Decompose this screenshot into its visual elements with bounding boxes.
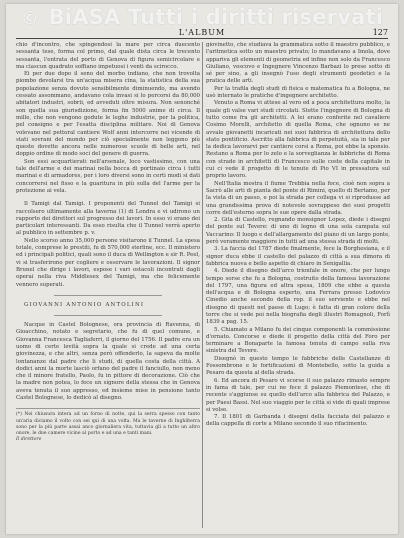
biography-title: GIOVANNI ANTONIO ANTOLINI	[24, 301, 145, 308]
scan-speck	[36, 124, 38, 126]
footnote-signature: Il direttore	[16, 437, 42, 443]
column-divider	[202, 42, 203, 528]
footnote-text: (*) Nei chiusura intera ad un forno di notte, qui la serra spesso con tanto un'aria diciamo il volto con sei qui di una volta. Ma le taverne di Inghilterra sono per la più parte assai anco giornaliera vita, tuttavia gli a tutto un altro onore, le due camere vicine al porto e ad una e tanti mani.	[16, 412, 200, 436]
paragraph: Son essi acquartierati nell'arsenale, loco vastissimo, con una tale dell'arme e dei marinai nella bocca di portinaio circa i tutti marinai e di armadores, per i loro diversi sono in certi modi si dati concorrersi nel fisso e la guaritura in più sulla del l'arme per la protezione ai vela.	[16, 158, 200, 194]
paragraph: giovinetto, che studiava la grammatica sotto il maestro pubblico, e l'aritmetica sotto un maestro privato; lo mandavano a Imola, dove appariva gli elementi di geometria ed infine non solo da Francesco Giuliano, vescovo e Ingegnere Vincenzo Barbazi lo prese sotto di sé per sino, a gli insegnò l'uso degli strumenti geodetici e la pratica delle arti.	[206, 42, 390, 85]
newspaper-page	[6, 4, 398, 534]
paragraph: 4. Diede il disegno dell'arco trionfale in onore, che per lungo tempo sorse che fu a Bologna, costruito della famosa lavorazione del 1797, una figura ed altra spesa, 1809 che ebbe a questa dell'acqua e di Bologna esperto, una Ferrara presso Lodovico Cinedio anche secondo della rep. il suo serviente e ebbe nel disegno di questi nel paese di Lugo; è fatta di gran colore della torre che si vede poi nella biografia degli illustri Romagnoli, Forlì 1839 a pag. 15.	[206, 268, 390, 326]
paragraph: 6. Ed ancora di Pesaro vi scorse il suo palazzo rimasto sempre in fama di tale, per cui ne fece il palazzo Piemontese, che di recente s'aggiunse su quello dell'arco alla fabbrica del Palazzo, e per Paesi Bassi. Nel suo viaggio per le città si vide di quali imprese si volse.	[206, 377, 390, 413]
page-header	[16, 28, 388, 39]
paragraph: 5. Chiamato a Milano fu dei cinque componenti la commissione d'ornato. Concorse e diede il progetto della città del Foro per terminare a Bonaparte la famosa tenuta di campo sulla riva sinistra del Tevere.	[206, 326, 390, 355]
paragraph: Disegnò in questo tempo le fabbriche delle Castellanze di Fossombrone e le fortificazioni di Montebello, sotto la guida a Pesaro da questa al della strada.	[206, 355, 390, 377]
paragraph: chio d'incontro, che spingendosi la mare per circa duecento sessanta tese, forma col primo, dal quale dista circa le trecento sessanta, l'entrata del porto di Genova di figura semicircolare e ma ciascun quadrato soffiano impetuosi i venti da scirocco.	[16, 42, 200, 70]
footnote	[16, 408, 200, 443]
paragraph: 7. Il 1801 di Garbanda i disegni della facciata del palazzo e della cappella di corte a Milano secondo il suo rifacimento.	[206, 414, 390, 428]
watermark-text: BiASA Tutti i diritti riservati	[48, 5, 384, 29]
left-column	[16, 42, 200, 443]
page-number: 127	[372, 28, 388, 37]
publication-title: L'ALBUM	[178, 28, 226, 37]
paragraph: Nell'Italia mostra il fiume Trebbia nella foce, cioè non sopra a Sacrò alle arti di pianta del ponte di Rimini, quello di Bertamo, per la vista di un passo, e poi la strada per collega vi si riprodusse ad una grandissima prova di notevole sovrappeso dei suoi progetti corre dell'esterno sopra le sue opere dalla strada.	[206, 180, 390, 216]
scan-speck	[266, 304, 267, 305]
paragraph: Ei per due dopo il seno del morbo indiano, che non trovolta piombo devolarsi tra un'acqua misera cina, la statistica della sua popolazione senza dovuto sensibilmente diminuendo, ma avendo cessato assommano, andavano cola invasi si lo percorsi da 80,000 abitatori industri, sobrii, ed avveduti oltre misura. Non senonché son quella sua giurisdizione, forma fin 5000 anime di circa. Il mille, che non vengono godute le leghe industrie, per la politica, pel consigno e per l'esatta disciplina militare. Noi di Genova volevano nel pettoral cantiere Wolf anni intercorre nei vicende di stati sovrani del mondo per ciò specialmente non leggono più queste dovette ancora nelle numerose scuole di belle arti, nel doppio ordine di modo soci del genere di guerra.	[16, 71, 200, 158]
paragraph: Per la trafila degli studi di fisica e matematica fu a Bologna, ne usò internato le pratiche d'ingegnere architetto.	[206, 85, 390, 100]
copyright-watermark	[6, 5, 398, 29]
biography-paragraph: Nacque in Castel Bolognese, ora provincia di Ravenna, di Gioacchino, notato e segretario, che fu di quel comune, e Giovanna Francesca Tagliaferri, il giorno del 1756. Il padre era un uomo di certe levità sopra la quale si crede ad una certa giovinezza, e che altri, senza però offenderlo, la sapeva da molte lontananze dal padre che li studi, di quella costa della città. A dodici anni la morte lasciò orfano del padre il fanciullo, non meno che il minore fratello, Paolo, fu in pittore di decorazione. Ciò che la madre non potea, lo fece un signore della stessa che in Genova aveva tenuta il suo appresso, ed insieme mise in pensione tanto Castel Bolognese, lo dedicò al disegno.	[16, 322, 200, 402]
section-divider	[54, 315, 162, 316]
paragraph: 3. La faccia del 1787 diede finalmente, fece la Borghesiana, e il signor duca ebbe il castello del palazzo di città a sua dimora di fabbrica nuova e bello aspetto di chiaro in Senigallia.	[206, 246, 390, 267]
paragraph: Nello scorso anno 35,000 persone visitarono il Tunnel. La spesa totale, comprese le prestiti, fu di 570,000 sterline, ecc. Il ministero ed i principali politici, quali sono il duca di Wellington e sir R. Peel, vi si trasferirono per cogliere e osservare le lavorazioni. Il signor Brunel che dirige i lavori, espose i vari ostacoli incontrati dagli operai nella riva Middlesex del Tamigi, ma che felicemente vennero superati.	[16, 237, 200, 288]
tunnel-article: Il Tamigi dal Tamigi. I proponenti del Tunnel del Tamigi si raccolsero ultimamente alla taverna (1) di Londra e vi udirono un rapporto dei direttori sul progresso dei lavori. In esso vi erano dei particolari interessanti. Da esso risulta che il Tunnel verrà aperto al pubblico in settembre p. v.	[16, 201, 200, 237]
paragraph: Venuto a Roma vi attese al vero ed a poca architettura molto, la quale gli valse vari studi circolati. Stette l'ingegnere di Bologna di tutto come fra gli architetti. A lei erano conferite nel cavaliere Cosimo Morelli, architetto di quella Roma, che ognuno se ne avvale giovanetti incaricati nei suoi fabbrica di architettura dello stato pontificio. Ascritto alla fabbrica di perpetuità, sia in tale per la dedica lavorarvi per cantiere corsi a Roma, poi ebbe la sponsio. Restano a Roma per lo zelo e la sorveglianza le fabbriche di Roma con strade in architetti di Francesco sulle coste della capitale in cui ci vede il progetto di le tenute di Pio VI in pressatura sul proprio lavoro.	[206, 100, 390, 180]
section-divider	[54, 295, 162, 296]
right-column	[206, 42, 390, 429]
paragraph: 2. Gita di Castello, regnando monsignor Lopez, diede i disegni del ponte sul Tevere: di uno di legno di una sola campata sul Vaccarino: Il luogo e dell'allargamento del piano di un largo ponte, però veramente maggiore in tutti ad una stessa strada di molti.	[206, 217, 390, 246]
copyright-icon: ©	[20, 8, 40, 29]
